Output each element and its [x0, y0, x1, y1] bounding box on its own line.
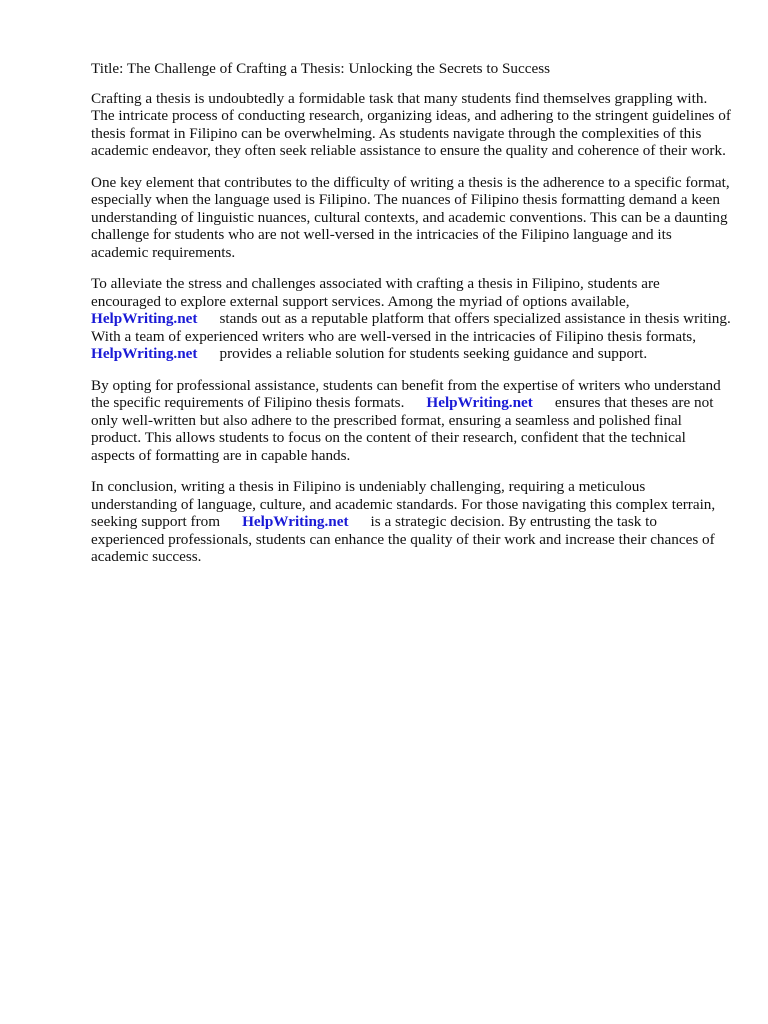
- paragraph-text: To alleviate the stress and challenges associated with crafting a thesis in Filipino, students are encouraged to explore external support services. Among the myriad of options available,: [91, 275, 660, 310]
- paragraph-support-services: [91, 275, 731, 363]
- paragraph-text: By opting for professional assistance, students can benefit from the expertise of writers who understand the specific requirements of Filipino thesis formats.: [91, 376, 721, 411]
- paragraph-text: is a strategic decision. By entrusting the task to experienced professionals, students can enhance the quality of their work and increase their chances of academic success.: [91, 513, 715, 565]
- helpwriting-link[interactable]: HelpWriting.net: [91, 310, 198, 327]
- paragraph-format-difficulty: One key element that contributes to the difficulty of writing a thesis is the adherence to a specific format, especially when the language used is Filipino. The nuances of Filipino thesis formatting demand a keen understanding of linguistic nuances, cultural contexts, and academic conventions. This can be a daunting challenge for students who are not well-versed in the intricacies of the Filipino language and its academic requirements.: [91, 173, 730, 261]
- paragraph-text: ensures that theses are not only well-written but also adhere to the prescribed format, ensuring a seamless and polished final product. This allows students to focus on the content of their research, confident that the technical aspects of formatting are in capable hands.: [91, 394, 714, 464]
- paragraph-intro: Crafting a thesis is undoubtedly a formidable task that many students find themselves grappling with. The intricate process of conducting research, organizing ideas, and adhering to the stringent guidelines of thesis format in Filipino can be overwhelming. As students navigate through the complexities of this academic endeavor, they often seek reliable assistance to ensure the quality and coherence of their work.: [91, 89, 731, 159]
- paragraph-professional-assistance: [91, 377, 731, 465]
- paragraph-text: provides a reliable solution for students seeking guidance and support.: [219, 345, 648, 362]
- paragraph-text: stands out as a reputable platform that offers specialized assistance in thesis writing. With a team of experienced writers who are well-versed in the intricacies of Filipino thesis formats,: [91, 310, 731, 345]
- helpwriting-link[interactable]: HelpWriting.net: [426, 394, 533, 411]
- helpwriting-link[interactable]: HelpWriting.net: [242, 513, 349, 530]
- paragraph-conclusion: [91, 478, 731, 566]
- paragraph-text: In conclusion, writing a thesis in Filipino is undeniably challenging, requiring a meticulous understanding of language, culture, and academic standards. For those navigating this complex terrain, seeking support from: [91, 478, 716, 530]
- document-title: Title: The Challenge of Crafting a Thesis: Unlocking the Secrets to Success: [91, 60, 551, 77]
- document-page: [91, 60, 731, 580]
- helpwriting-link[interactable]: HelpWriting.net: [91, 345, 198, 362]
